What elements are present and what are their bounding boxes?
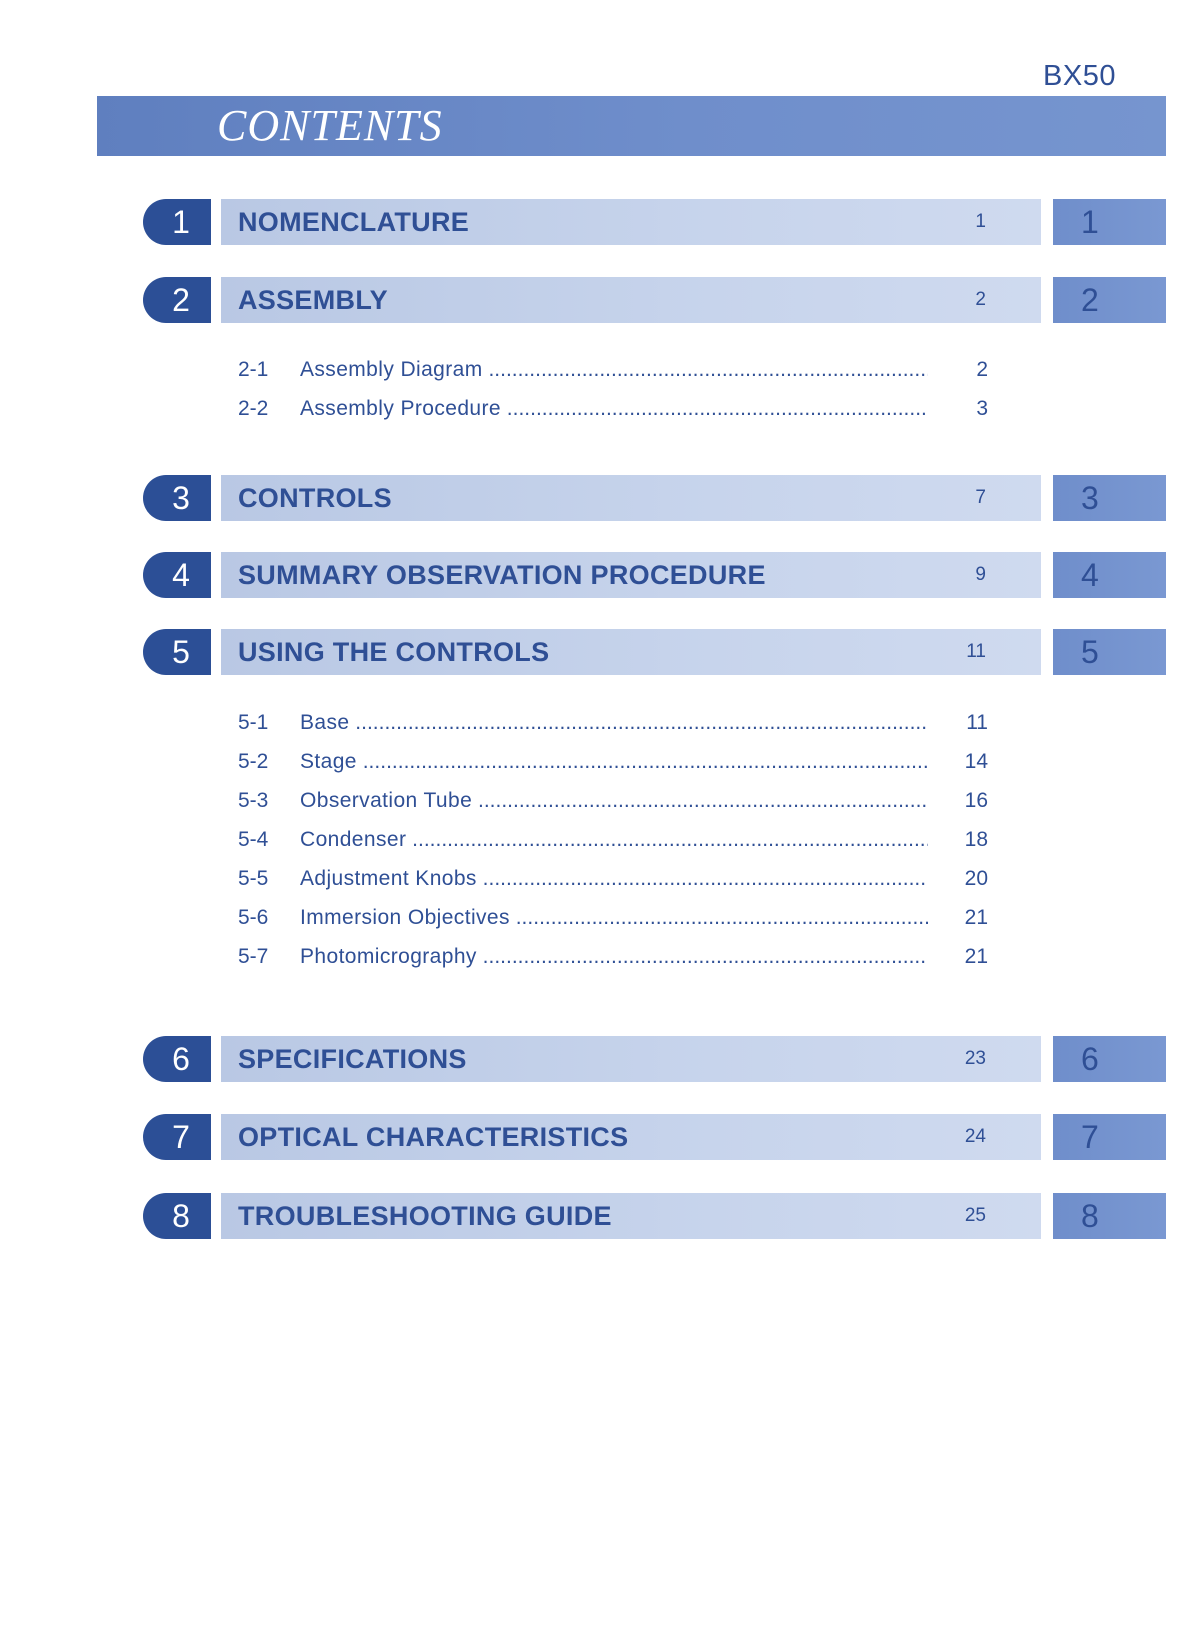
section-number-badge: 6 [143,1036,211,1082]
section-tab-7[interactable]: 7 [1053,1114,1166,1160]
section-page-number: 11 [966,641,986,662]
subsection-title: Condenser ..... [300,825,928,855]
subsection-page-number: 20 [964,867,988,890]
toc-section-summary-observation-procedure[interactable] [0,552,1178,598]
section-number-badge: 3 [143,475,211,521]
model-name: BX50 [1043,60,1116,92]
subsection-number: 5-3 [238,789,269,812]
section-bar [221,199,1041,245]
section-page-number: 7 [975,487,986,508]
subsection-title: Adjustment Knobs ..... [300,864,928,894]
toc-section-troubleshooting-guide[interactable] [0,1193,1178,1239]
subsection-number: 5-4 [238,828,269,851]
subsection-number: 5-1 [238,711,269,734]
toc-subsection-5-6[interactable] [238,903,988,933]
toc-subsection-5-1[interactable] [238,708,988,738]
section-number-badge: 1 [143,199,211,245]
subsection-page-number: 3 [976,397,988,420]
page-title: CONTENTS [217,101,443,150]
subsection-number: 2-1 [238,358,269,381]
section-tab-2[interactable]: 2 [1053,277,1166,323]
subsection-page-number: 16 [964,789,988,812]
section-bar [221,277,1041,323]
section-bar [221,475,1041,521]
subsection-number: 2-2 [238,397,269,420]
toc-section-controls[interactable] [0,475,1178,521]
toc-section-optical-characteristics[interactable] [0,1114,1178,1160]
section-tab-1[interactable]: 1 [1053,199,1166,245]
subsection-number: 5-2 [238,750,269,773]
section-title: SUMMARY OBSERVATION PROCEDURE [238,560,766,590]
subsection-page-number: 21 [964,906,988,929]
section-page-number: 24 [964,1126,986,1147]
section-number-badge: 4 [143,552,211,598]
section-title: OPTICAL CHARACTERISTICS [238,1122,629,1152]
subsection-number: 5-5 [238,867,269,890]
section-page-number: 23 [964,1048,986,1069]
section-tab-6[interactable]: 6 [1053,1036,1166,1082]
subsection-title: Assembly Procedure ..... [300,394,928,424]
toc-subsection-2-2[interactable] [238,394,988,424]
toc-subsection-5-4[interactable] [238,825,988,855]
section-tab-8[interactable]: 8 [1053,1193,1166,1239]
subsection-number: 5-6 [238,906,269,929]
subsection-page-number: 18 [964,828,988,851]
subsection-title: Immersion Objectives ..... [300,903,928,933]
toc-subsection-5-7[interactable] [238,942,988,972]
section-tab-5[interactable]: 5 [1053,629,1166,675]
section-title: ASSEMBLY [238,285,388,315]
subsection-title: Base ..... [300,708,928,738]
section-tab-4[interactable]: 4 [1053,552,1166,598]
subsection-title: Observation Tube ..... [300,786,928,816]
subsection-title: Stage ..... [300,747,928,777]
section-page-number: 2 [975,289,986,310]
section-bar [221,1193,1041,1239]
subsection-page-number: 21 [964,945,988,968]
contents-header-bar [97,96,1166,156]
section-tab-3[interactable]: 3 [1053,475,1166,521]
section-bar [221,552,1041,598]
subsection-title: Photomicrography ..... [300,942,928,972]
section-page-number: 1 [975,211,986,232]
toc-subsection-5-3[interactable] [238,786,988,816]
section-bar [221,1036,1041,1082]
toc-subsection-2-1[interactable] [238,355,988,385]
section-bar [221,629,1041,675]
section-title: NOMENCLATURE [238,207,470,237]
subsection-page-number: 11 [966,711,988,734]
section-title: CONTROLS [238,483,392,513]
section-bar [221,1114,1041,1160]
subsection-title: Assembly Diagram ..... [300,355,928,385]
section-number-badge: 2 [143,277,211,323]
toc-section-nomenclature[interactable] [0,199,1178,245]
section-number-badge: 5 [143,629,211,675]
section-number-badge: 7 [143,1114,211,1160]
section-page-number: 25 [964,1205,986,1226]
section-number-badge: 8 [143,1193,211,1239]
subsection-page-number: 2 [976,358,988,381]
subsection-page-number: 14 [964,750,988,773]
subsection-number: 5-7 [238,945,269,968]
section-page-number: 9 [975,564,986,585]
toc-section-using-the-controls[interactable] [0,629,1178,675]
toc-section-assembly[interactable] [0,277,1178,323]
section-title: SPECIFICATIONS [238,1044,467,1074]
toc-subsection-5-5[interactable] [238,864,988,894]
section-title: USING THE CONTROLS [238,637,550,667]
toc-subsection-5-2[interactable] [238,747,988,777]
section-title: TROUBLESHOOTING GUIDE [238,1201,612,1231]
toc-section-specifications[interactable] [0,1036,1178,1082]
